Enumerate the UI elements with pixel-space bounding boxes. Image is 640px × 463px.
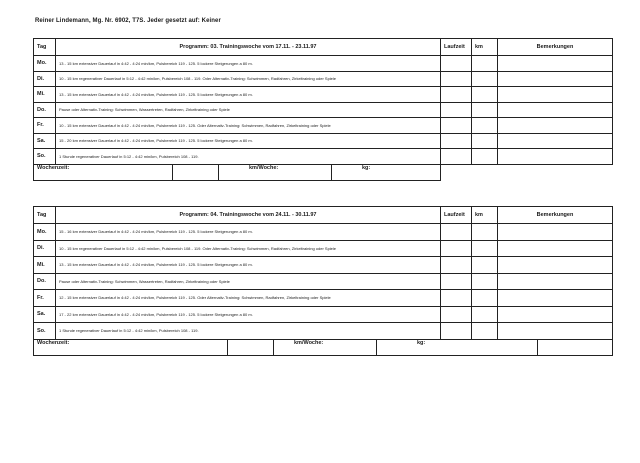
km-cell[interactable] [472, 257, 498, 274]
plan-cell: 15 - 20 km extensiver Dauerlauf in 4:42 - 4:24 min/km, Pulsbereich 119 - 125. 5 lockere Steigerungen a 80 m. [56, 133, 441, 149]
table-row [34, 118, 613, 134]
training-week-table-1 [33, 38, 613, 181]
plan-cell: 10 - 15 km extensiver Dauerlauf in 4:42 - 4:24 min/km, Pulsbereich 119 - 125. Oder Alternativ-Training: Schwimmen, Radfahren, Zirkeltraining oder Spiele [56, 118, 441, 134]
km-header: km [472, 39, 498, 56]
km-cell[interactable] [472, 102, 498, 118]
km-cell[interactable] [472, 306, 498, 323]
bemerkungen-cell[interactable] [498, 102, 613, 118]
km-cell[interactable] [472, 118, 498, 134]
kg-label: kg: [362, 164, 371, 171]
laufzeit-cell[interactable] [441, 290, 472, 307]
plan-cell: 13 - 15 km extensiver Dauerlauf in 4:42 - 4:24 min/km, Pulsbereich 119 - 125. 5 lockere Steigerungen a 80 m. [56, 87, 441, 103]
day-cell: Mi. [34, 87, 56, 103]
program-title: Programm: 03. Trainingswoche vom 17.11. - 23.11.97 [56, 39, 441, 56]
wochenzeit-field[interactable] [173, 165, 219, 180]
laufzeit-cell[interactable] [441, 56, 472, 72]
table-header-row [34, 39, 613, 56]
table-header-row [34, 207, 613, 224]
bemerkungen-cell[interactable] [498, 240, 613, 257]
laufzeit-cell[interactable] [441, 257, 472, 274]
day-cell: Do. [34, 102, 56, 118]
plan-cell: 17 - 22 km extensiver Dauerlauf in 4:42 - 4:24 min/km, Pulsbereich 119 - 125. 5 lockere Steigerungen a 80 m. [56, 306, 441, 323]
laufzeit-header: Laufzeit [441, 207, 472, 224]
laufzeit-cell[interactable] [441, 102, 472, 118]
km-header: km [472, 207, 498, 224]
table-row [34, 240, 613, 257]
day-cell: So. [34, 323, 56, 340]
table-row [34, 306, 613, 323]
bemerkungen-cell[interactable] [498, 273, 613, 290]
table-row [34, 87, 613, 103]
day-cell: So. [34, 149, 56, 165]
km-cell[interactable] [472, 149, 498, 165]
laufzeit-cell[interactable] [441, 306, 472, 323]
wochenzeit-field[interactable] [228, 340, 274, 355]
km-cell[interactable] [472, 323, 498, 340]
table-row [34, 273, 613, 290]
table-row [34, 149, 613, 165]
km-cell[interactable] [472, 87, 498, 103]
laufzeit-header: Laufzeit [441, 39, 472, 56]
table-row [34, 323, 613, 340]
km-cell[interactable] [472, 273, 498, 290]
kg-label: kg: [377, 340, 538, 355]
plan-cell: 13 - 15 km extensiver Dauerlauf in 4:42 - 4:24 min/km, Pulsbereich 119 - 125. 5 lockere Steigerungen a 80 m. [56, 257, 441, 274]
week-summary-row [34, 164, 613, 180]
km-cell[interactable] [472, 290, 498, 307]
plan-cell: Pause oder Alternativ-Training: Schwimmen, Wassertreten, Radfahren, Zirkeltraining oder Spiele [56, 273, 441, 290]
plan-cell: 13 - 15 km extensiver Dauerlauf in 4:42 - 4:24 min/km, Pulsbereich 119 - 125. 5 lockere Steigerungen a 80 m. [56, 56, 441, 72]
bemerkungen-cell[interactable] [498, 257, 613, 274]
laufzeit-cell[interactable] [441, 133, 472, 149]
bemerkungen-cell[interactable] [498, 323, 613, 340]
table-row [34, 56, 613, 72]
day-cell: Di. [34, 240, 56, 257]
bemerkungen-cell[interactable] [498, 149, 613, 165]
day-cell: Mo. [34, 56, 56, 72]
table-row [34, 224, 613, 241]
bemerkungen-header: Bemerkungen [498, 207, 613, 224]
day-cell: Fr. [34, 290, 56, 307]
bemerkungen-cell[interactable] [498, 56, 613, 72]
document-header: Reiner Lindemann, Mg. Nr. 6902, T7S. Jeder gesetzt auf: Keiner [35, 18, 221, 24]
plan-cell: 1 Stunde regenerativer Dauerlauf in 5:12 - 4:42 min/km, Pulsbereich 108 - 119. [56, 149, 441, 165]
training-week-table-2 [33, 206, 613, 356]
summary-remarks-field[interactable] [538, 340, 612, 355]
wochenzeit-label: Wochenzeit: [34, 340, 228, 355]
plan-cell: 12 - 15 km extensiver Dauerlauf in 4:42 - 4:24 min/km, Pulsbereich 119 - 125. Oder Alternativ-Training: Schwimmen, Radfahren, Zirkeltraining oder Spiele [56, 290, 441, 307]
bemerkungen-header: Bemerkungen [498, 39, 613, 56]
table-row [34, 102, 613, 118]
day-cell: Fr. [34, 118, 56, 134]
wochenzeit-label: Wochenzeit: [34, 165, 173, 180]
tag-header: Tag [34, 207, 56, 224]
day-cell: Di. [34, 71, 56, 87]
km-cell[interactable] [472, 56, 498, 72]
program-title: Programm: 04. Trainingswoche vom 24.11. - 30.11.97 [56, 207, 441, 224]
week-summary-row [34, 339, 613, 355]
km-cell[interactable] [472, 224, 498, 241]
plan-cell: Pause oder Alternativ-Training: Schwimmen, Wassertreten, Radfahren, Zirkeltraining oder Spiele [56, 102, 441, 118]
day-cell: Mi. [34, 257, 56, 274]
km-cell[interactable] [472, 71, 498, 87]
kmwoche-label: km/Woche: [274, 340, 377, 355]
bemerkungen-cell[interactable] [498, 87, 613, 103]
bemerkungen-cell[interactable] [498, 71, 613, 87]
bemerkungen-cell[interactable] [498, 133, 613, 149]
bemerkungen-cell[interactable] [498, 306, 613, 323]
kmwoche-label: km/Woche: [219, 165, 332, 180]
laufzeit-cell[interactable] [441, 118, 472, 134]
day-cell: Do. [34, 273, 56, 290]
km-cell[interactable] [472, 133, 498, 149]
table-row [34, 71, 613, 87]
table-row [34, 133, 613, 149]
km-cell[interactable] [472, 240, 498, 257]
laufzeit-cell[interactable] [441, 273, 472, 290]
plan-cell: 15 - 16 km extensiver Dauerlauf in 4:42 - 4:24 min/km, Pulsbereich 119 - 125. 5 lockere Steigerungen a 80 m. [56, 224, 441, 241]
plan-cell: 1 Stunde regenerativer Dauerlauf in 5:12 - 4:42 min/km, Pulsbereich 108 - 119. [56, 323, 441, 340]
table-row [34, 257, 613, 274]
laufzeit-cell[interactable] [441, 323, 472, 340]
laufzeit-cell[interactable] [441, 240, 472, 257]
laufzeit-cell[interactable] [441, 149, 472, 165]
day-cell: Mo. [34, 224, 56, 241]
laufzeit-cell[interactable] [441, 71, 472, 87]
laufzeit-cell[interactable] [441, 224, 472, 241]
plan-cell: 10 - 15 km regenerativer Dauerlauf in 5:12 - 4:42 min/km, Pulsbereich 108 - 119. Oder Alternativ-Training: Schwimmen, Radfahren, Zirkeltraining oder Spiele [56, 71, 441, 87]
plan-cell: 10 - 15 km regenerativer Dauerlauf in 5:12 - 4:42 min/km, Pulsbereich 108 - 119. Oder Alternativ-Training: Schwimmen, Radfahren, Zirkeltraining oder Spiele [56, 240, 441, 257]
tag-header: Tag [34, 39, 56, 56]
laufzeit-cell[interactable] [441, 87, 472, 103]
day-cell: Sa. [34, 306, 56, 323]
bemerkungen-cell[interactable] [498, 224, 613, 241]
day-cell: Sa. [34, 133, 56, 149]
bemerkungen-cell[interactable] [498, 118, 613, 134]
bemerkungen-cell[interactable] [498, 290, 613, 307]
table-row [34, 290, 613, 307]
